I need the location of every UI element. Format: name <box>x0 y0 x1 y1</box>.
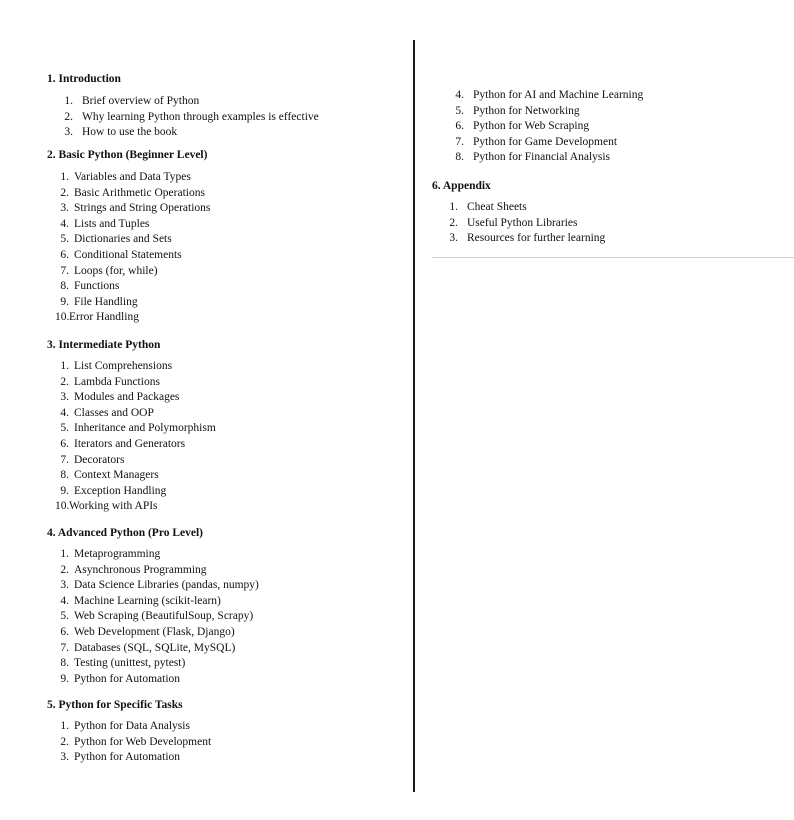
list-item: 7. Python for Game Development <box>455 135 618 148</box>
list-item: 6. Python for Web Scraping <box>455 120 590 133</box>
list-item: 3. Python for Automation <box>60 751 181 764</box>
list-item: 3. Strings and String Operations <box>60 202 211 215</box>
list-item: 2. Why learning Python through examples is effective <box>64 110 319 123</box>
item-list <box>55 359 216 515</box>
list-item: 7. Databases (SQL, SQLite, MySQL) <box>60 641 236 654</box>
list-item: 1. List Comprehensions <box>60 360 173 372</box>
section-heading: 3. Intermediate Python <box>47 339 161 351</box>
section-heading: 2. Basic Python (Beginner Level) <box>47 149 208 161</box>
list-item: 2. Asynchronous Programming <box>60 563 207 576</box>
section-introduction <box>47 72 319 141</box>
list-item: 4. Classes and OOP <box>60 406 154 419</box>
list-item: 1. Brief overview of Python <box>64 95 200 107</box>
item-list <box>55 170 210 326</box>
list-item: 4. Python for AI and Machine Learning <box>455 89 644 101</box>
section-appendix <box>432 179 605 247</box>
section-advanced-python <box>47 526 259 687</box>
list-item: 2. Python for Web Development <box>60 735 212 748</box>
section-heading: 1. Introduction <box>47 73 121 85</box>
section-heading: 6. Appendix <box>432 180 491 192</box>
list-item: 3. Modules and Packages <box>60 391 180 404</box>
section-specific-tasks-continued <box>432 88 643 166</box>
section-intermediate-python <box>47 338 216 515</box>
list-item: 1. Python for Data Analysis <box>60 720 190 732</box>
list-item: 5. Inheritance and Polymorphism <box>60 422 216 435</box>
item-list <box>432 200 605 247</box>
list-item: 10. Error Handling <box>55 311 139 324</box>
section-basic-python <box>47 148 210 326</box>
list-item: 4. Machine Learning (scikit-learn) <box>60 594 221 607</box>
list-item: 9. Python for Automation <box>60 672 181 685</box>
section-specific-tasks <box>47 698 211 766</box>
list-item: 5. Python for Networking <box>455 104 580 117</box>
item-list <box>438 88 643 166</box>
item-list <box>47 94 319 141</box>
list-item: 6. Iterators and Generators <box>60 437 186 450</box>
list-item: 8. Functions <box>60 280 120 293</box>
list-item: 3. How to use the book <box>64 126 178 139</box>
list-item: 5. Dictionaries and Sets <box>60 233 172 246</box>
list-item: 5. Web Scraping (BeautifulSoup, Scrapy) <box>60 610 254 623</box>
list-item: 2. Useful Python Libraries <box>449 216 578 229</box>
item-list <box>55 547 259 687</box>
list-item: 9. File Handling <box>60 295 138 308</box>
list-item: 6. Conditional Statements <box>60 248 182 261</box>
list-item: 1. Metaprogramming <box>60 548 161 560</box>
list-item: 1. Cheat Sheets <box>449 201 527 213</box>
list-item: 1. Variables and Data Types <box>60 171 191 183</box>
horizontal-rule <box>432 257 794 258</box>
list-item: 8. Context Managers <box>60 469 159 482</box>
list-item: 9. Exception Handling <box>60 484 167 497</box>
column-divider <box>413 40 415 792</box>
list-item: 10. Working with APIs <box>55 500 158 513</box>
list-item: 7. Decorators <box>60 453 125 466</box>
item-list <box>55 719 211 766</box>
list-item: 7. Loops (for, while) <box>60 264 158 277</box>
section-heading: 4. Advanced Python (Pro Level) <box>47 527 203 539</box>
list-item: 8. Testing (unittest, pytest) <box>60 657 186 670</box>
list-item: 3. Data Science Libraries (pandas, numpy) <box>60 579 259 592</box>
list-item: 4. Lists and Tuples <box>60 217 150 230</box>
list-item: 6. Web Development (Flask, Django) <box>60 625 235 638</box>
list-item: 3. Resources for further learning <box>449 232 606 245</box>
section-heading: 5. Python for Specific Tasks <box>47 699 183 711</box>
list-item: 8. Python for Financial Analysis <box>455 151 611 164</box>
list-item: 2. Lambda Functions <box>60 375 160 388</box>
list-item: 2. Basic Arithmetic Operations <box>60 186 205 199</box>
